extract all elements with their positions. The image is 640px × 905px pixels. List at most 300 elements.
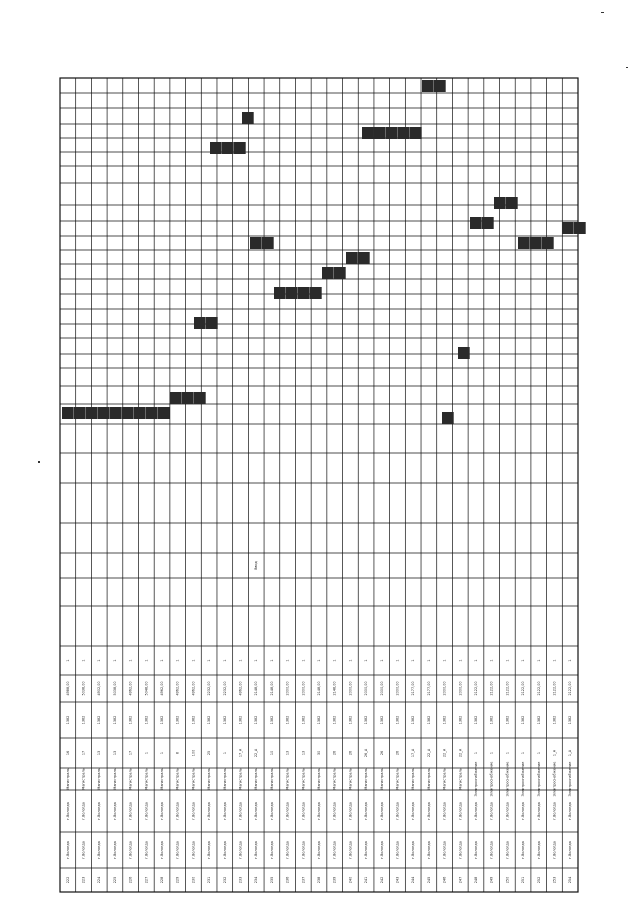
- table-cell-text: 1: [301, 659, 306, 662]
- table-cell-text: г.Вологда: [536, 841, 541, 859]
- table-cell-text: 237: [301, 876, 306, 884]
- table-cell-text: 253: [552, 876, 557, 884]
- table-cell-text: 1: [191, 659, 196, 662]
- stamp-mark: [158, 407, 170, 419]
- table-cell-text: 1: [65, 659, 70, 662]
- stamp-mark: [494, 197, 506, 209]
- table-cell-text: г.Вологда: [144, 802, 149, 820]
- table-cell-text: 26: [395, 750, 400, 756]
- table-cell-text: г.Вологда: [505, 841, 510, 859]
- table-cell-text: г.Вологда: [317, 841, 321, 859]
- table-cell-text: 5038,00: [81, 681, 86, 696]
- table-cell-text: г.Вологда: [254, 841, 259, 859]
- table-cell-text: Магистраль: [285, 768, 290, 790]
- table-cell-text: г.Вологда: [552, 802, 557, 820]
- table-cell-text: 228: [160, 876, 165, 884]
- stamp-mark: [374, 127, 386, 139]
- table-cell-text: 22_А: [442, 748, 447, 758]
- stamp-mark: [358, 252, 370, 264]
- table-cell-text: 240: [348, 876, 353, 884]
- table-cell-text: г.Вологда: [285, 841, 290, 859]
- stamp-mark: [170, 392, 182, 404]
- table-cell-text: г.Вологда: [65, 841, 70, 859]
- table-cell-text: 2148,00: [269, 681, 274, 696]
- stamp-mark: [250, 237, 262, 249]
- table-cell-text: 2000,00: [285, 681, 290, 696]
- table-cell-text: Электроснабжение: [505, 761, 510, 797]
- table-cell-text: 1: [552, 659, 557, 662]
- table-cell-text: г.Вологда: [458, 841, 463, 859]
- table-cell-text: 1: [222, 751, 227, 755]
- stamp-mark: [506, 197, 518, 209]
- table-cell-text: Магистраль: [395, 768, 400, 790]
- table-cell-text: 1: [505, 659, 510, 662]
- table-cell-text: 1: [426, 659, 431, 662]
- stamp-mark: [122, 407, 134, 419]
- table-cell-text: г.Вологда: [426, 841, 431, 859]
- table-cell-text: Электроснабжение: [536, 761, 541, 797]
- table-cell-text: 1: [254, 659, 259, 662]
- table-cell-text: 1382: [426, 715, 431, 725]
- table-cell-text: 1: [332, 659, 337, 662]
- table-cell-text: 1382: [285, 715, 290, 725]
- table-cell-text: 100: [191, 749, 196, 757]
- table-cell-text: 1382: [348, 715, 353, 725]
- table-cell-text: 232: [222, 876, 227, 884]
- table-cell-text: г.Вологда: [489, 841, 494, 859]
- table-cell-text: Магистраль: [175, 768, 180, 790]
- stamp-mark: [298, 287, 310, 299]
- table-cell-text: г.Вологда: [505, 802, 510, 820]
- table-cell-text: 241: [364, 876, 369, 884]
- table-cell-text: Магистраль: [128, 768, 133, 790]
- stamp-mark: [146, 407, 158, 419]
- table-cell-text: Магистраль: [207, 768, 212, 790]
- table-cell-text: Магистраль: [65, 768, 70, 790]
- table-cell-text: г.Вологда: [364, 841, 369, 859]
- table-cell-text: г.Вологда: [191, 841, 196, 859]
- table-cell-text: 2122,00: [505, 681, 510, 696]
- table-cell-text: 223: [81, 876, 86, 884]
- table-cell-text: 10: [269, 750, 274, 756]
- stamp-mark: [398, 127, 410, 139]
- table-cell-text: 2122,00: [473, 681, 478, 696]
- table-cell-text: 22_А: [254, 748, 259, 758]
- table-cell-text: 1: [521, 751, 526, 755]
- table-cell-text: 2000,00: [364, 681, 369, 696]
- table-cell-text: 13: [301, 750, 306, 756]
- table-cell-text: г.Вологда: [285, 802, 290, 820]
- stamp-mark: [518, 237, 530, 249]
- table-cell-text: 1: [269, 659, 274, 662]
- table-cell-text: 1382: [536, 715, 541, 725]
- table-cell-text: 1382: [191, 715, 196, 725]
- table-cell-text: 1382: [238, 715, 243, 725]
- table-cell-text: 1382: [489, 715, 494, 725]
- table-cell-text: 2148,00: [317, 681, 321, 696]
- table-cell-text: 2232,00: [207, 681, 212, 696]
- table-cell-text: Магистраль: [144, 768, 149, 790]
- table-cell-text: 1382: [222, 715, 227, 725]
- table-cell-text: Магистраль: [112, 768, 117, 790]
- table-cell-text: Магистраль: [411, 768, 416, 790]
- table-cell-text: г.Вологда: [442, 802, 447, 820]
- table-cell-text: 1382: [65, 715, 70, 725]
- table-cell-text: 1: [505, 751, 510, 755]
- table-cell-text: Магистраль: [426, 768, 431, 790]
- table-cell-text: 4962,00: [191, 681, 196, 696]
- table-cell-text: Магистраль: [364, 768, 369, 790]
- table-cell-text: 1: [207, 659, 212, 662]
- table-cell-text: 2122,00: [536, 681, 541, 696]
- table-cell-text: 1: [536, 751, 541, 755]
- stamp-mark: [458, 347, 470, 359]
- table-cell-text: 1382: [521, 715, 526, 725]
- table-cell-text: г.Вологда: [348, 841, 353, 859]
- table-cell-text: Магистраль: [301, 768, 306, 790]
- table-cell-text: Магистраль: [348, 768, 353, 790]
- table-cell-text: 243: [395, 876, 400, 884]
- table-cell-text: 2000,00: [395, 681, 400, 696]
- stamp-mark: [262, 237, 274, 249]
- table-cell-text: 22_А: [458, 748, 463, 758]
- stamp-mark: [234, 142, 246, 154]
- table-cell-text: 251: [521, 876, 526, 884]
- table-cell-text: 245: [426, 876, 431, 884]
- table-cell-text: г.Вологда: [458, 802, 463, 820]
- table-cell-text: г.Вологда: [97, 841, 102, 859]
- stamp-mark: [482, 217, 494, 229]
- table-cell-text: 2000,00: [301, 681, 306, 696]
- table-cell-text: 231: [207, 876, 212, 884]
- table-cell-text: Магистраль: [160, 768, 165, 790]
- table-cell-text: 1: [536, 659, 541, 662]
- table-cell-text: 1382: [458, 715, 463, 725]
- stamp-mark: [194, 392, 206, 404]
- table-cell-text: г.Вологда: [552, 841, 557, 859]
- table-cell-text: 1382: [411, 715, 416, 725]
- table-cell-text: 17_А: [238, 748, 243, 758]
- table-cell-text: г.Вологда: [379, 802, 384, 820]
- table-cell-text: 2000,00: [442, 681, 447, 696]
- table-cell-text: 22_А: [426, 748, 431, 758]
- table-cell-text: Магистраль: [317, 768, 321, 790]
- table-cell-text: 25: [207, 750, 212, 756]
- table-cell-text: 1: [442, 659, 447, 662]
- table-cell-text: 2122,00: [521, 681, 526, 696]
- table-cell-text: 1382: [332, 715, 337, 725]
- table-cell-text: 2177,00: [411, 681, 416, 696]
- table-cell-text: 1382: [81, 715, 86, 725]
- table-cell-text: 1: [112, 659, 117, 662]
- stamp-mark: [442, 412, 454, 424]
- table-cell-text: 238: [317, 876, 321, 884]
- table-cell-text: г.Вологда: [238, 841, 243, 859]
- table-cell-text: 242: [379, 876, 384, 884]
- table-cell-text: 1382: [395, 715, 400, 725]
- table-cell-text: Электроснабжение: [473, 761, 478, 797]
- table-cell-text: 16: [65, 750, 70, 756]
- table-cell-text: 244: [411, 876, 416, 884]
- table-cell-text: г.Вологда: [301, 802, 306, 820]
- table-cell-text: 1382: [269, 715, 274, 725]
- table-cell-text: Магистраль: [458, 768, 463, 790]
- table-cell-text: г.Вологда: [364, 802, 369, 820]
- table-cell-text: 1: [521, 659, 526, 662]
- table-cell-text: 1382: [254, 715, 259, 725]
- table-cell-text: 230: [191, 876, 196, 884]
- table-cell-text: 26_А: [364, 748, 369, 758]
- table-cell-text: Магистраль: [222, 768, 227, 790]
- table-cell-text: г.Вологда: [442, 841, 447, 859]
- table-cell-text: г.Вологда: [411, 802, 416, 820]
- table-cell-text: 1: [458, 659, 463, 662]
- table-cell-text: 13: [112, 750, 117, 756]
- table-cell-text: 2148,00: [332, 681, 337, 696]
- table-cell-text: 1: [238, 659, 243, 662]
- stamp-mark: [542, 237, 554, 249]
- table-cell-text: Магистраль: [269, 768, 274, 790]
- table-cell-text: 1382: [128, 715, 133, 725]
- table-cell-text: 2000,00: [379, 681, 384, 696]
- table-cell-text: г.Вологда: [144, 841, 149, 859]
- stamp-mark: [210, 142, 222, 154]
- table-cell-text: 1382: [175, 715, 180, 725]
- table-cell-text: 13: [97, 750, 102, 756]
- table-cell-text: г.Вологда: [65, 802, 70, 820]
- table-cell-text: г.Вологда: [521, 841, 526, 859]
- table-cell-text: 246: [442, 876, 447, 884]
- table-cell-text: 234: [254, 876, 259, 884]
- table-cell-text: г.Вологда: [269, 802, 274, 820]
- table-cell-text: 2000,00: [458, 681, 463, 696]
- table-cell-text: г.Вологда: [473, 841, 478, 859]
- stamp-mark: [74, 407, 86, 419]
- table-cell-text: 2122,00: [489, 681, 494, 696]
- table-cell-text: г.Вологда: [222, 841, 227, 859]
- table-cell-text: г.Вологда: [521, 802, 526, 820]
- table-cell-text: 1: [160, 659, 165, 662]
- table-cell-text: 248: [473, 876, 478, 884]
- table-cell-text: 252: [536, 876, 541, 884]
- table-cell-text: 2122,00: [568, 681, 573, 696]
- table-cell-text: 4962,00: [160, 681, 165, 696]
- table-cell-text: г.Вологда: [301, 841, 306, 859]
- stamp-mark: [334, 267, 346, 279]
- table-cell-text: 239: [332, 876, 337, 884]
- stamp-mark: [182, 392, 194, 404]
- table-cell-text: 1_А: [552, 749, 557, 757]
- table-cell-text: 4962,00: [175, 681, 180, 696]
- stamp-mark: [346, 252, 358, 264]
- table-cell-text: 1382: [317, 715, 321, 725]
- stamp-mark: [434, 80, 446, 92]
- stamp-mark: [410, 127, 422, 139]
- table-cell-text: 1: [144, 659, 149, 662]
- table-cell-text: г.Вологда: [81, 802, 86, 820]
- table-cell-text: Магистраль: [379, 768, 384, 790]
- table-cell-text: 1: [379, 659, 384, 662]
- table-cell-text: г.Вологда: [207, 802, 212, 820]
- table-cell-text: 1: [489, 659, 494, 662]
- stamp-mark: [134, 407, 146, 419]
- table-cell-text: г.Вологда: [112, 802, 117, 820]
- table-cell-text: 236: [285, 876, 290, 884]
- table-cell-text: 26: [379, 750, 384, 756]
- table-cell-text: 1: [395, 659, 400, 662]
- stamp-mark: [110, 407, 122, 419]
- table-cell-text: г.Вологда: [269, 841, 274, 859]
- table-cell-text: 1382: [568, 715, 573, 725]
- table-cell-text: Магистраль: [97, 768, 102, 790]
- table-cell-text: 1: [317, 659, 321, 662]
- table-cell-text: 1: [473, 659, 478, 662]
- stamp-mark: [222, 142, 234, 154]
- stamp-mark: [530, 237, 542, 249]
- table-cell-text: 1382: [473, 715, 478, 725]
- table-cell-text: 1: [489, 751, 494, 755]
- table-cell-text: 1: [160, 751, 165, 755]
- table-cell-text: 2177,00: [426, 681, 431, 696]
- table-cell-text: 224: [97, 876, 102, 884]
- table-cell-text: Электроснабжение: [568, 761, 573, 797]
- table-cell-text: г.Вологда: [395, 802, 400, 820]
- table-cell-text: 250: [505, 876, 510, 884]
- table-cell-text: 1: [175, 659, 180, 662]
- table-cell-text: г.Вологда: [536, 802, 541, 820]
- table-cell-text: 1: [81, 659, 86, 662]
- table-cell-text: 2232,00: [222, 681, 227, 696]
- table-cell-text: г.Вологда: [112, 841, 117, 859]
- table-cell-text: 17: [128, 750, 133, 756]
- table-cell-text: 222: [65, 876, 70, 884]
- table-cell-text: 1: [222, 659, 227, 662]
- table-cell-text: 247: [458, 876, 463, 884]
- table-cell-text: 1: [128, 659, 133, 662]
- table-cell-text: 26: [332, 750, 337, 756]
- table-cell-text: 1: [568, 659, 573, 662]
- stamp-mark: [286, 287, 298, 299]
- table-cell-text: 1382: [552, 715, 557, 725]
- table-cell-text: Электроснабжение: [489, 761, 494, 797]
- stamp-mark: [362, 127, 374, 139]
- table-cell-text: г.Вологда: [395, 841, 400, 859]
- table-cell-text: г.Вологда: [254, 802, 259, 820]
- table-cell-text: Магистраль: [81, 768, 86, 790]
- table-cell-text: 1382: [379, 715, 384, 725]
- table-cell-text: 17: [81, 750, 86, 756]
- stamp-mark: [206, 317, 218, 329]
- table-cell-text: г.Вологда: [332, 841, 337, 859]
- table-cell-text: 4962,00: [128, 681, 133, 696]
- table-cell-text: 4962,00: [238, 681, 243, 696]
- table-cell-text: 1: [285, 659, 290, 662]
- table-cell-text: 1_А: [568, 749, 573, 757]
- table-cell-text: 4988,00: [65, 681, 70, 696]
- table-cell-text: г.Вологда: [348, 802, 353, 820]
- table-cell-text: Магистраль: [238, 768, 243, 790]
- table-cell-text: г.Вологда: [317, 802, 321, 820]
- stamp-mark: [322, 267, 334, 279]
- table-cell-text: г.Вологда: [175, 841, 180, 859]
- stamp-mark: [562, 222, 574, 234]
- table-cell-text: 2122,00: [552, 681, 557, 696]
- table-cell-text: 227: [144, 876, 149, 884]
- table-cell-text: 30: [317, 750, 321, 756]
- stamp-mark: [470, 217, 482, 229]
- table-cell-text: 1382: [301, 715, 306, 725]
- table-cell-text: 13: [285, 750, 290, 756]
- table-cell-text: 1: [364, 659, 369, 662]
- table-cell-text: 5038,00: [112, 681, 117, 696]
- table-cell-text: 1382: [160, 715, 165, 725]
- table-cell-text: г.Вологда: [238, 802, 243, 820]
- table-cell-text: 26: [348, 750, 353, 756]
- table-cell-text: 254: [568, 876, 573, 884]
- table-cell-text: 235: [269, 876, 274, 884]
- table-cell-text: г.Вологда: [568, 841, 573, 859]
- table-cell-text: 1: [97, 659, 102, 662]
- table-cell-text: 1382: [97, 715, 102, 725]
- table-cell-text: г.Вологда: [128, 802, 133, 820]
- table-cell-text: Ввод: [254, 561, 259, 570]
- table-cell-text: г.Вологда: [207, 841, 212, 859]
- stamp-mark: [386, 127, 398, 139]
- table-cell-text: г.Вологда: [160, 841, 165, 859]
- table-cell-text: Электроснабжение: [552, 761, 557, 797]
- table-cell-text: 1: [144, 751, 149, 755]
- table-cell-text: Магистраль: [254, 768, 259, 790]
- table-cell-text: 1382: [112, 715, 117, 725]
- table-cell-text: Электроснабжение: [521, 761, 526, 797]
- stamp-mark: [274, 287, 286, 299]
- table-cell-text: г.Вологда: [160, 802, 165, 820]
- table-cell-text: г.Вологда: [81, 841, 86, 859]
- table-cell-text: 249: [489, 876, 494, 884]
- table-cell-text: г.Вологда: [97, 802, 102, 820]
- table-cell-text: 17_А: [411, 748, 416, 758]
- table-cell-text: г.Вологда: [191, 802, 196, 820]
- table-cell-text: 8: [175, 751, 180, 755]
- table-cell-text: г.Вологда: [332, 802, 337, 820]
- table-cell-text: г.Вологда: [222, 802, 227, 820]
- table-cell-text: 1382: [505, 715, 510, 725]
- table-cell-text: г.Вологда: [473, 802, 478, 820]
- table-cell-text: 1: [411, 659, 416, 662]
- stamp-mark: [62, 407, 74, 419]
- table-cell-text: 226: [128, 876, 133, 884]
- table-cell-text: 1382: [364, 715, 369, 725]
- table-cell-text: 1382: [442, 715, 447, 725]
- stamp-mark: [98, 407, 110, 419]
- table-cell-text: 2148,00: [254, 681, 259, 696]
- stamp-mark: [310, 287, 322, 299]
- table-cell-text: 1: [348, 659, 353, 662]
- table-cell-text: г.Вологда: [489, 802, 494, 820]
- table-cell-text: 229: [175, 876, 180, 884]
- table-cell-text: г.Вологда: [426, 802, 431, 820]
- table-cell-text: Магистраль: [191, 768, 196, 790]
- stamp-mark: [194, 317, 206, 329]
- stamp-mark: [422, 80, 434, 92]
- table-cell-text: 2000,00: [348, 681, 353, 696]
- table-cell-text: 1: [473, 751, 478, 755]
- table-cell-text: 1382: [207, 715, 212, 725]
- table-cell-text: 1382: [144, 715, 149, 725]
- stamp-mark: [574, 222, 586, 234]
- table-cell-text: 225: [112, 876, 117, 884]
- table-cell-text: Магистраль: [332, 768, 337, 790]
